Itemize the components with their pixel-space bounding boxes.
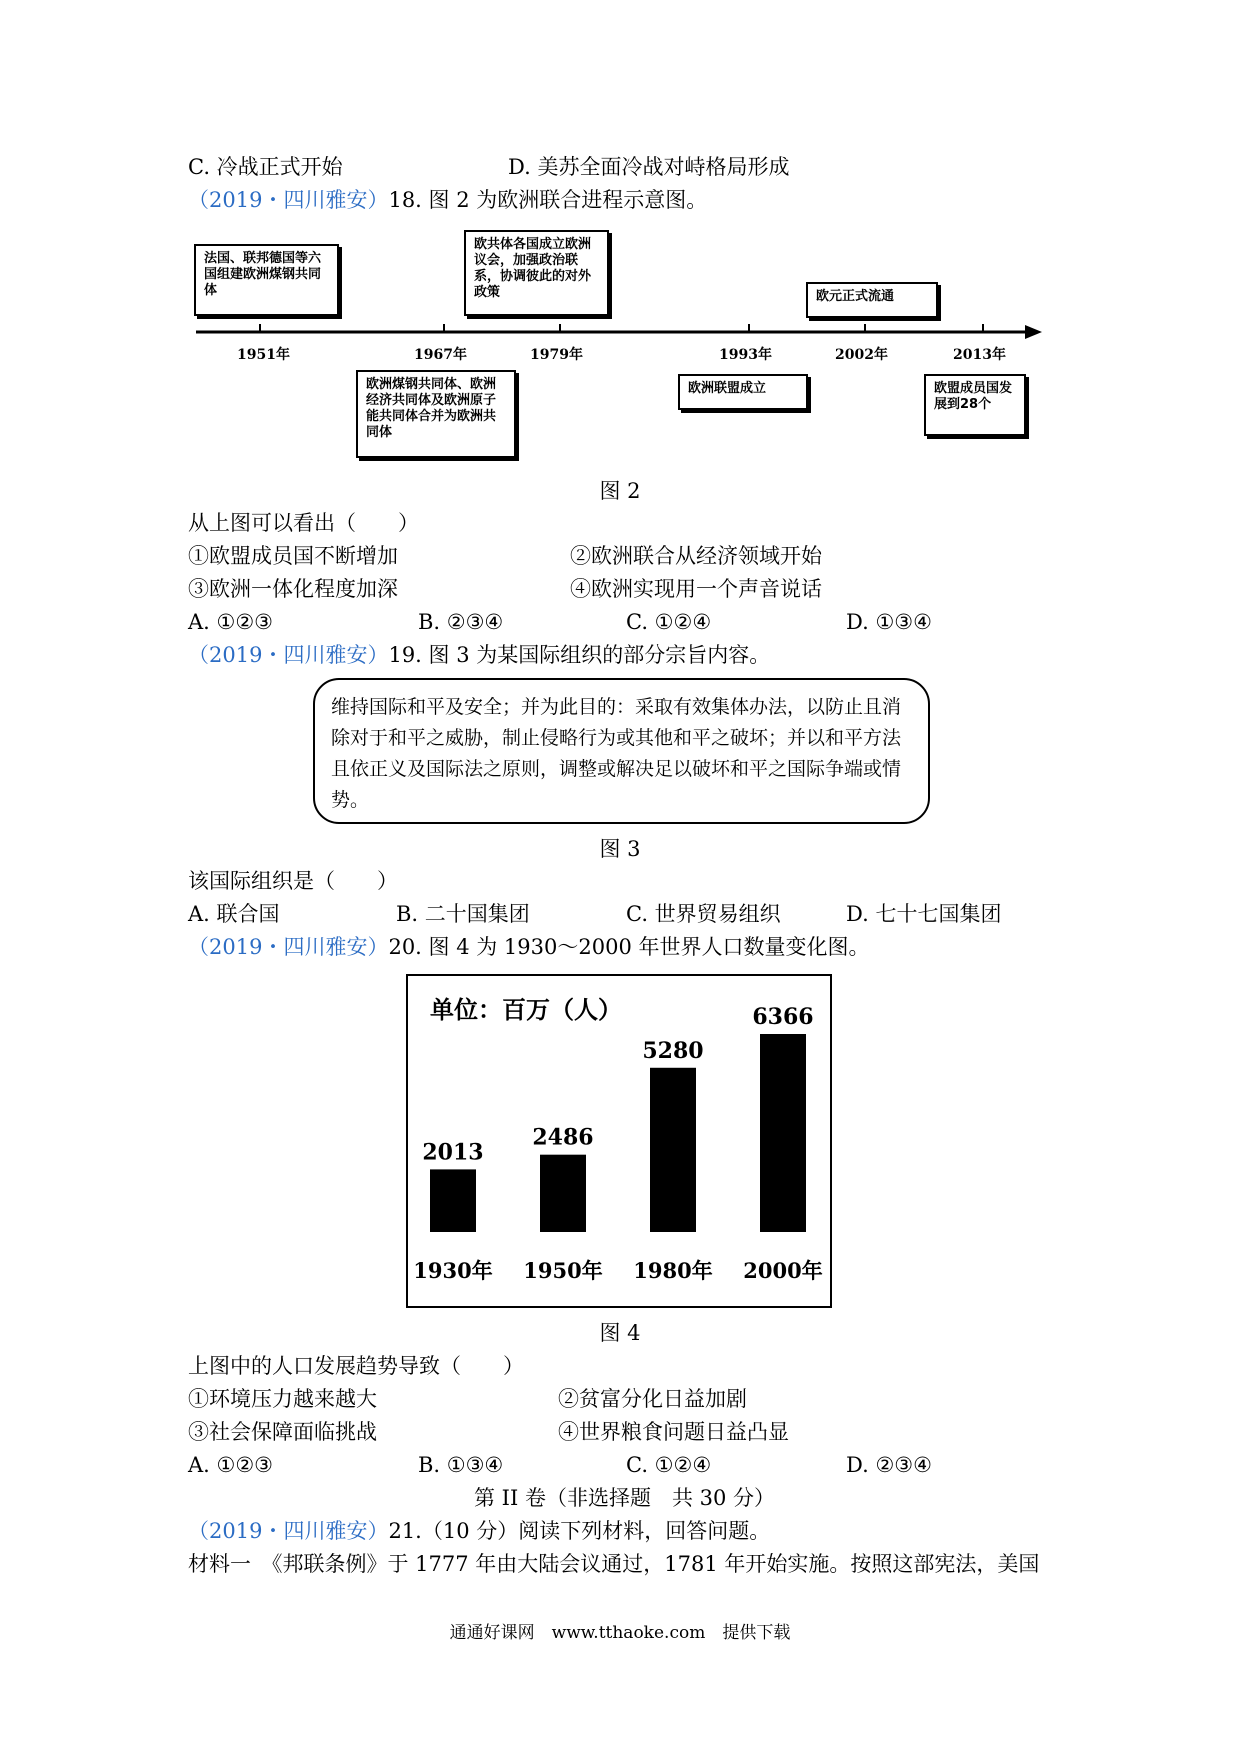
q19-option-a: A. 联合国 bbox=[188, 902, 280, 926]
option-d-line: D. 美苏全面冷战对峙格局形成 bbox=[508, 155, 790, 179]
eu-timeline-figure bbox=[190, 222, 1050, 467]
q20-option-a: A. ①②③ bbox=[188, 1453, 273, 1477]
bar-1930年 bbox=[430, 1169, 476, 1232]
q18-item-2: ②欧洲联合从经济领域开始 bbox=[570, 544, 822, 568]
category-label: 1950年 bbox=[523, 1258, 603, 1283]
event-box-1979: 欧共体各国成立欧洲议会，加强政治联系，协调彼此的对外政策 bbox=[464, 230, 609, 316]
q18-item-3: ③欧洲一体化程度加深 bbox=[188, 577, 398, 601]
year-2002: 2002年 bbox=[835, 347, 888, 363]
figure-3-quote-box: 维持国际和平及安全；并为此目的：采取有效集体办法，以防止且消除对于和平之威胁，制止侵略行为或其他和平之破坏；并以和平方法且依正义及国际法之原则，调整或解决足以破坏和平之国际争端或情势。 bbox=[313, 678, 930, 824]
q18-option-b: B. ②③④ bbox=[418, 610, 504, 634]
question-20 bbox=[188, 932, 869, 962]
bar-1980年 bbox=[650, 1068, 696, 1232]
q20-item-4: ④世界粮食问题日益凸显 bbox=[558, 1420, 789, 1444]
q20-item-3: ③社会保障面临挑战 bbox=[188, 1420, 377, 1444]
q18-item-4: ④欧洲实现用一个声音说话 bbox=[570, 577, 822, 601]
question-text: 21.（10 分）阅读下列材料，回答问题。 bbox=[388, 1519, 771, 1543]
bar-value-label: 6366 bbox=[752, 1004, 814, 1030]
figure-3-caption: 图 3 bbox=[599, 837, 641, 861]
question-source: （2019・四川雅安） bbox=[188, 643, 389, 667]
q20-option-c: C. ①②④ bbox=[626, 1453, 712, 1477]
year-1993: 1993年 bbox=[719, 347, 772, 363]
q19-option-c: C. 世界贸易组织 bbox=[626, 902, 781, 926]
question-19-stem: 该国际组织是（ ） bbox=[188, 869, 398, 893]
bar-value-label: 2486 bbox=[532, 1124, 594, 1151]
year-2013: 2013年 bbox=[953, 347, 1006, 363]
q20-option-d: D. ②③④ bbox=[846, 1453, 932, 1477]
question-20-stem: 上图中的人口发展趋势导致（ ） bbox=[188, 1354, 524, 1378]
question-18-stem: 从上图可以看出（ ） bbox=[188, 511, 419, 535]
q19-option-d: D. 七十七国集团 bbox=[846, 902, 1002, 926]
material-1: 材料一 《邦联条例》于 1777 年由大陆会议通过，1781 年开始实施。按照这部宪法，美国 bbox=[188, 1552, 1040, 1576]
q18-option-a: A. ①②③ bbox=[188, 610, 273, 634]
q18-item-1: ①欧盟成员国不断增加 bbox=[188, 544, 398, 568]
option-c-line: C. 冷战正式开始 bbox=[188, 155, 343, 179]
figure-2-caption: 图 2 bbox=[599, 479, 641, 503]
q20-option-b: B. ①③④ bbox=[418, 1453, 504, 1477]
question-text: 20. 图 4 为 1930～2000 年世界人口数量变化图。 bbox=[388, 935, 870, 959]
page-footer: 通通好课网 www.tthaoke.com 提供下载 bbox=[449, 1623, 791, 1643]
timeline-arrow bbox=[1025, 325, 1042, 339]
event-box-1967: 欧洲煤钢共同体、欧洲经济共同体及欧洲原子能共同体合并为欧洲共同体 bbox=[356, 370, 516, 458]
q18-option-d: D. ①③④ bbox=[846, 610, 932, 634]
event-box-2002: 欧元正式流通 bbox=[806, 282, 938, 318]
bar-1950年 bbox=[540, 1155, 586, 1232]
category-label: 1980年 bbox=[633, 1258, 713, 1283]
year-1951: 1951年 bbox=[237, 347, 290, 363]
bar-2000年 bbox=[760, 1034, 806, 1232]
q20-item-2: ②贫富分化日益加剧 bbox=[558, 1387, 747, 1411]
question-text: 19. 图 3 为某国际组织的部分宗旨内容。 bbox=[388, 643, 771, 667]
chart-title: 单位：百万（人） bbox=[430, 996, 622, 1024]
q18-option-c: C. ①②④ bbox=[626, 610, 712, 634]
event-box-1951: 法国、联邦德国等六国组建欧洲煤钢共同体 bbox=[194, 244, 339, 316]
q19-option-b: B. 二十国集团 bbox=[396, 902, 530, 926]
question-text: 18. 图 2 为欧洲联合进程示意图。 bbox=[388, 188, 708, 212]
question-21 bbox=[188, 1516, 770, 1546]
question-19 bbox=[188, 640, 770, 670]
question-source: （2019・四川雅安） bbox=[188, 935, 389, 959]
event-box-2013: 欧盟成员国发展到28个 bbox=[924, 374, 1026, 436]
part-2-heading: 第 II 卷（非选择题 共 30 分） bbox=[474, 1486, 776, 1510]
chart-svg bbox=[408, 976, 829, 1305]
question-18 bbox=[188, 185, 707, 215]
category-label: 1930年 bbox=[413, 1258, 493, 1283]
event-box-1993: 欧洲联盟成立 bbox=[678, 374, 808, 410]
bar-value-label: 5280 bbox=[642, 1037, 704, 1064]
population-bar-chart bbox=[406, 974, 832, 1308]
figure-4-caption: 图 4 bbox=[599, 1321, 641, 1345]
question-source: （2019・四川雅安） bbox=[188, 1519, 389, 1543]
year-1979: 1979年 bbox=[530, 347, 583, 363]
q20-item-1: ①环境压力越来越大 bbox=[188, 1387, 377, 1411]
question-source: （2019・四川雅安） bbox=[188, 188, 389, 212]
category-label: 2000年 bbox=[743, 1258, 823, 1283]
year-1967: 1967年 bbox=[414, 347, 467, 363]
bar-value-label: 2013 bbox=[422, 1139, 484, 1166]
